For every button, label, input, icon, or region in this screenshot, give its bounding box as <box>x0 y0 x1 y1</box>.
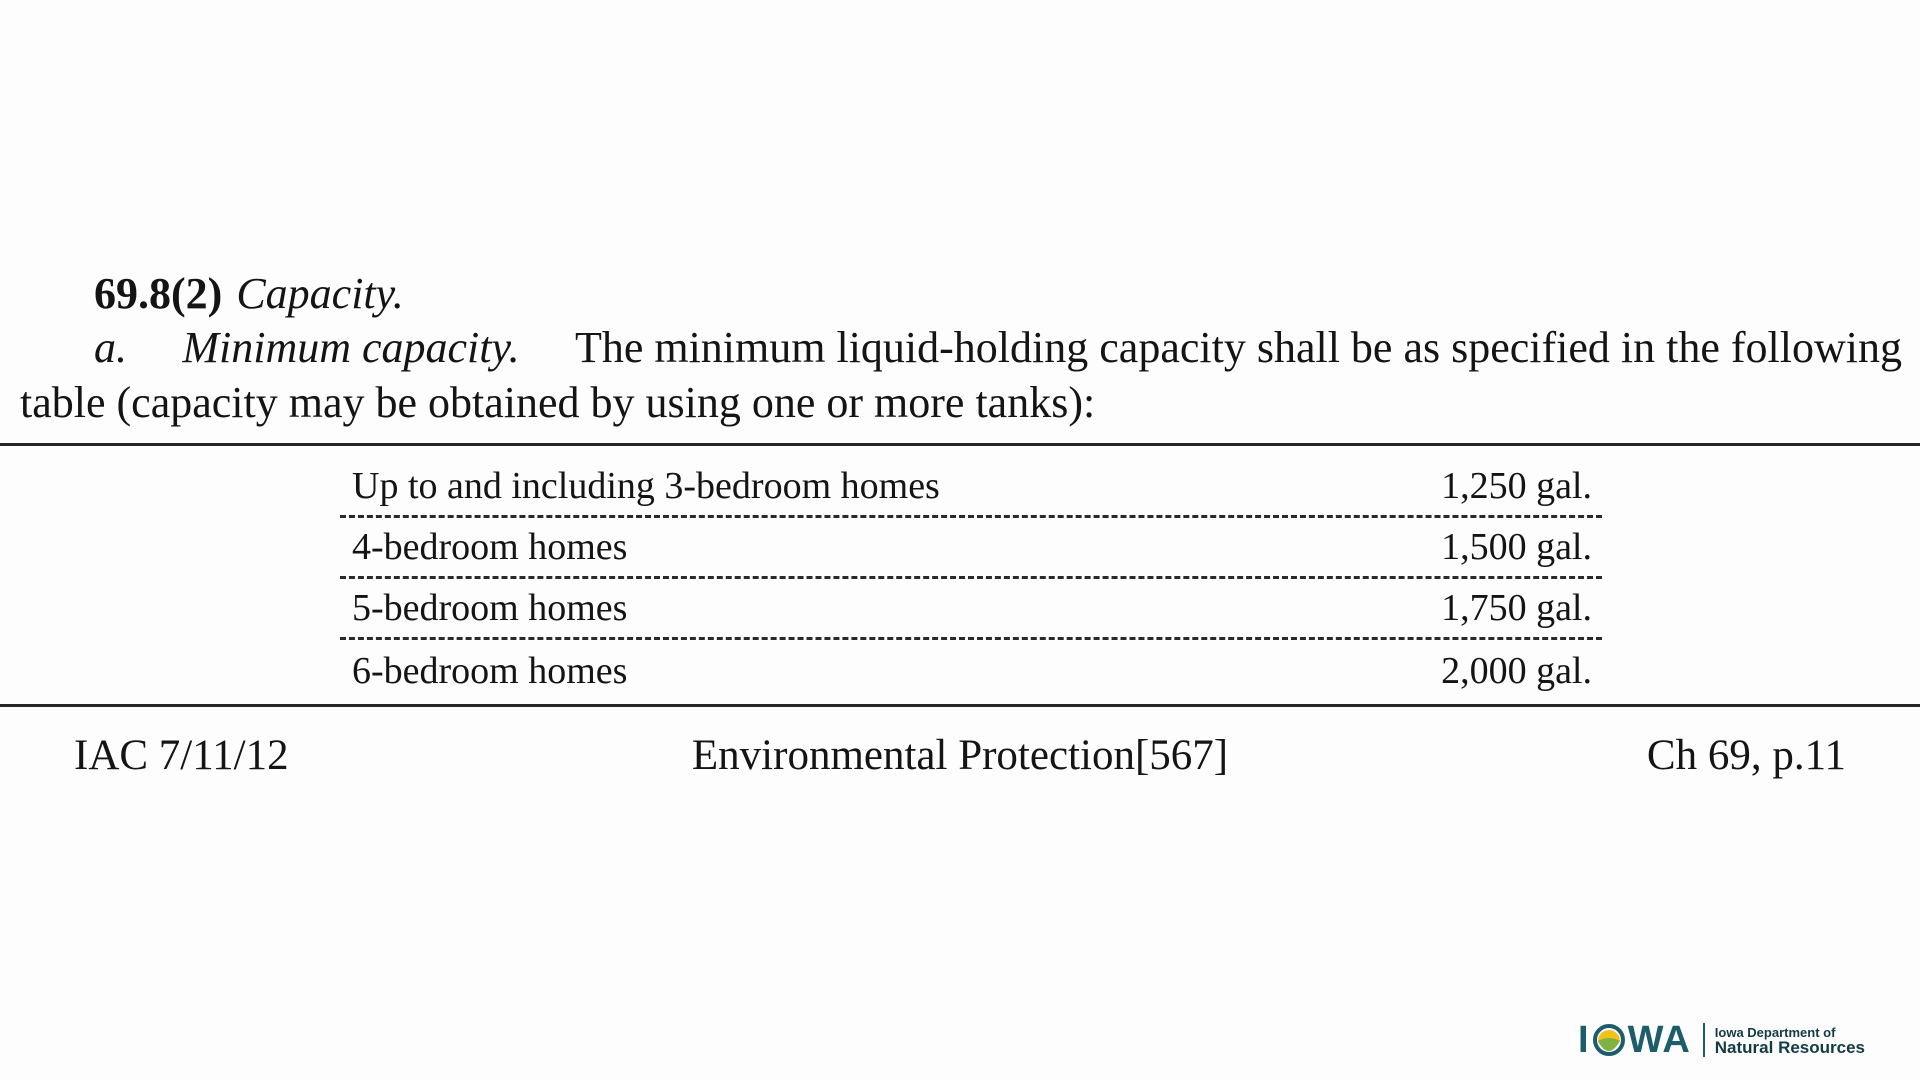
logo-org-line-1: Iowa Department of <box>1714 1025 1836 1040</box>
row-value: 1,250 gal. <box>1441 465 1592 507</box>
table-row <box>340 579 1602 640</box>
paragraph <box>20 320 1902 430</box>
logo-divider <box>1703 1023 1705 1057</box>
section-number: 69.8(2) <box>94 269 223 318</box>
table-top-rule <box>0 443 1920 446</box>
section-heading <box>94 268 404 320</box>
page-footer <box>0 728 1920 784</box>
row-label: Up to and including 3-bedroom homes <box>352 465 940 507</box>
logo-wordmark <box>1578 1019 1691 1062</box>
footer-title: Environmental Protection[567] <box>691 732 1229 779</box>
paragraph-line-2: table (capacity may be obtained by using one or more tanks): <box>20 378 1096 427</box>
table-row <box>340 518 1602 579</box>
row-value: 1,500 gal. <box>1441 526 1592 568</box>
iowa-dnr-logo <box>1578 1018 1865 1062</box>
table-row <box>340 457 1602 518</box>
paragraph-subtitle: Minimum capacity. <box>182 323 520 372</box>
row-label: 5-bedroom homes <box>352 587 628 629</box>
table-bottom-rule <box>0 704 1920 707</box>
row-label: 4-bedroom homes <box>352 526 628 568</box>
footer-date: IAC 7/11/12 <box>74 732 289 779</box>
paragraph-line-1 <box>20 320 1902 375</box>
row-label: 6-bedroom homes <box>352 649 628 692</box>
logo-org-name <box>1715 1025 1865 1055</box>
sun-icon <box>1592 1023 1626 1057</box>
section-title: Capacity. <box>236 269 404 318</box>
footer-page: Ch 69, p.11 <box>1646 732 1846 779</box>
capacity-table <box>340 457 1602 701</box>
paragraph-text-1: The minimum liquid-holding capacity shall be as specified in the following <box>574 323 1902 372</box>
logo-letter-i: I <box>1578 1018 1590 1061</box>
logo-org-line-2: Natural Resources <box>1714 1038 1866 1057</box>
paragraph-letter: a. <box>94 323 127 372</box>
row-value: 1,750 gal. <box>1441 587 1592 629</box>
logo-letters-wa: WA <box>1627 1018 1691 1061</box>
table-row <box>340 640 1602 701</box>
row-value: 2,000 gal. <box>1441 649 1592 692</box>
